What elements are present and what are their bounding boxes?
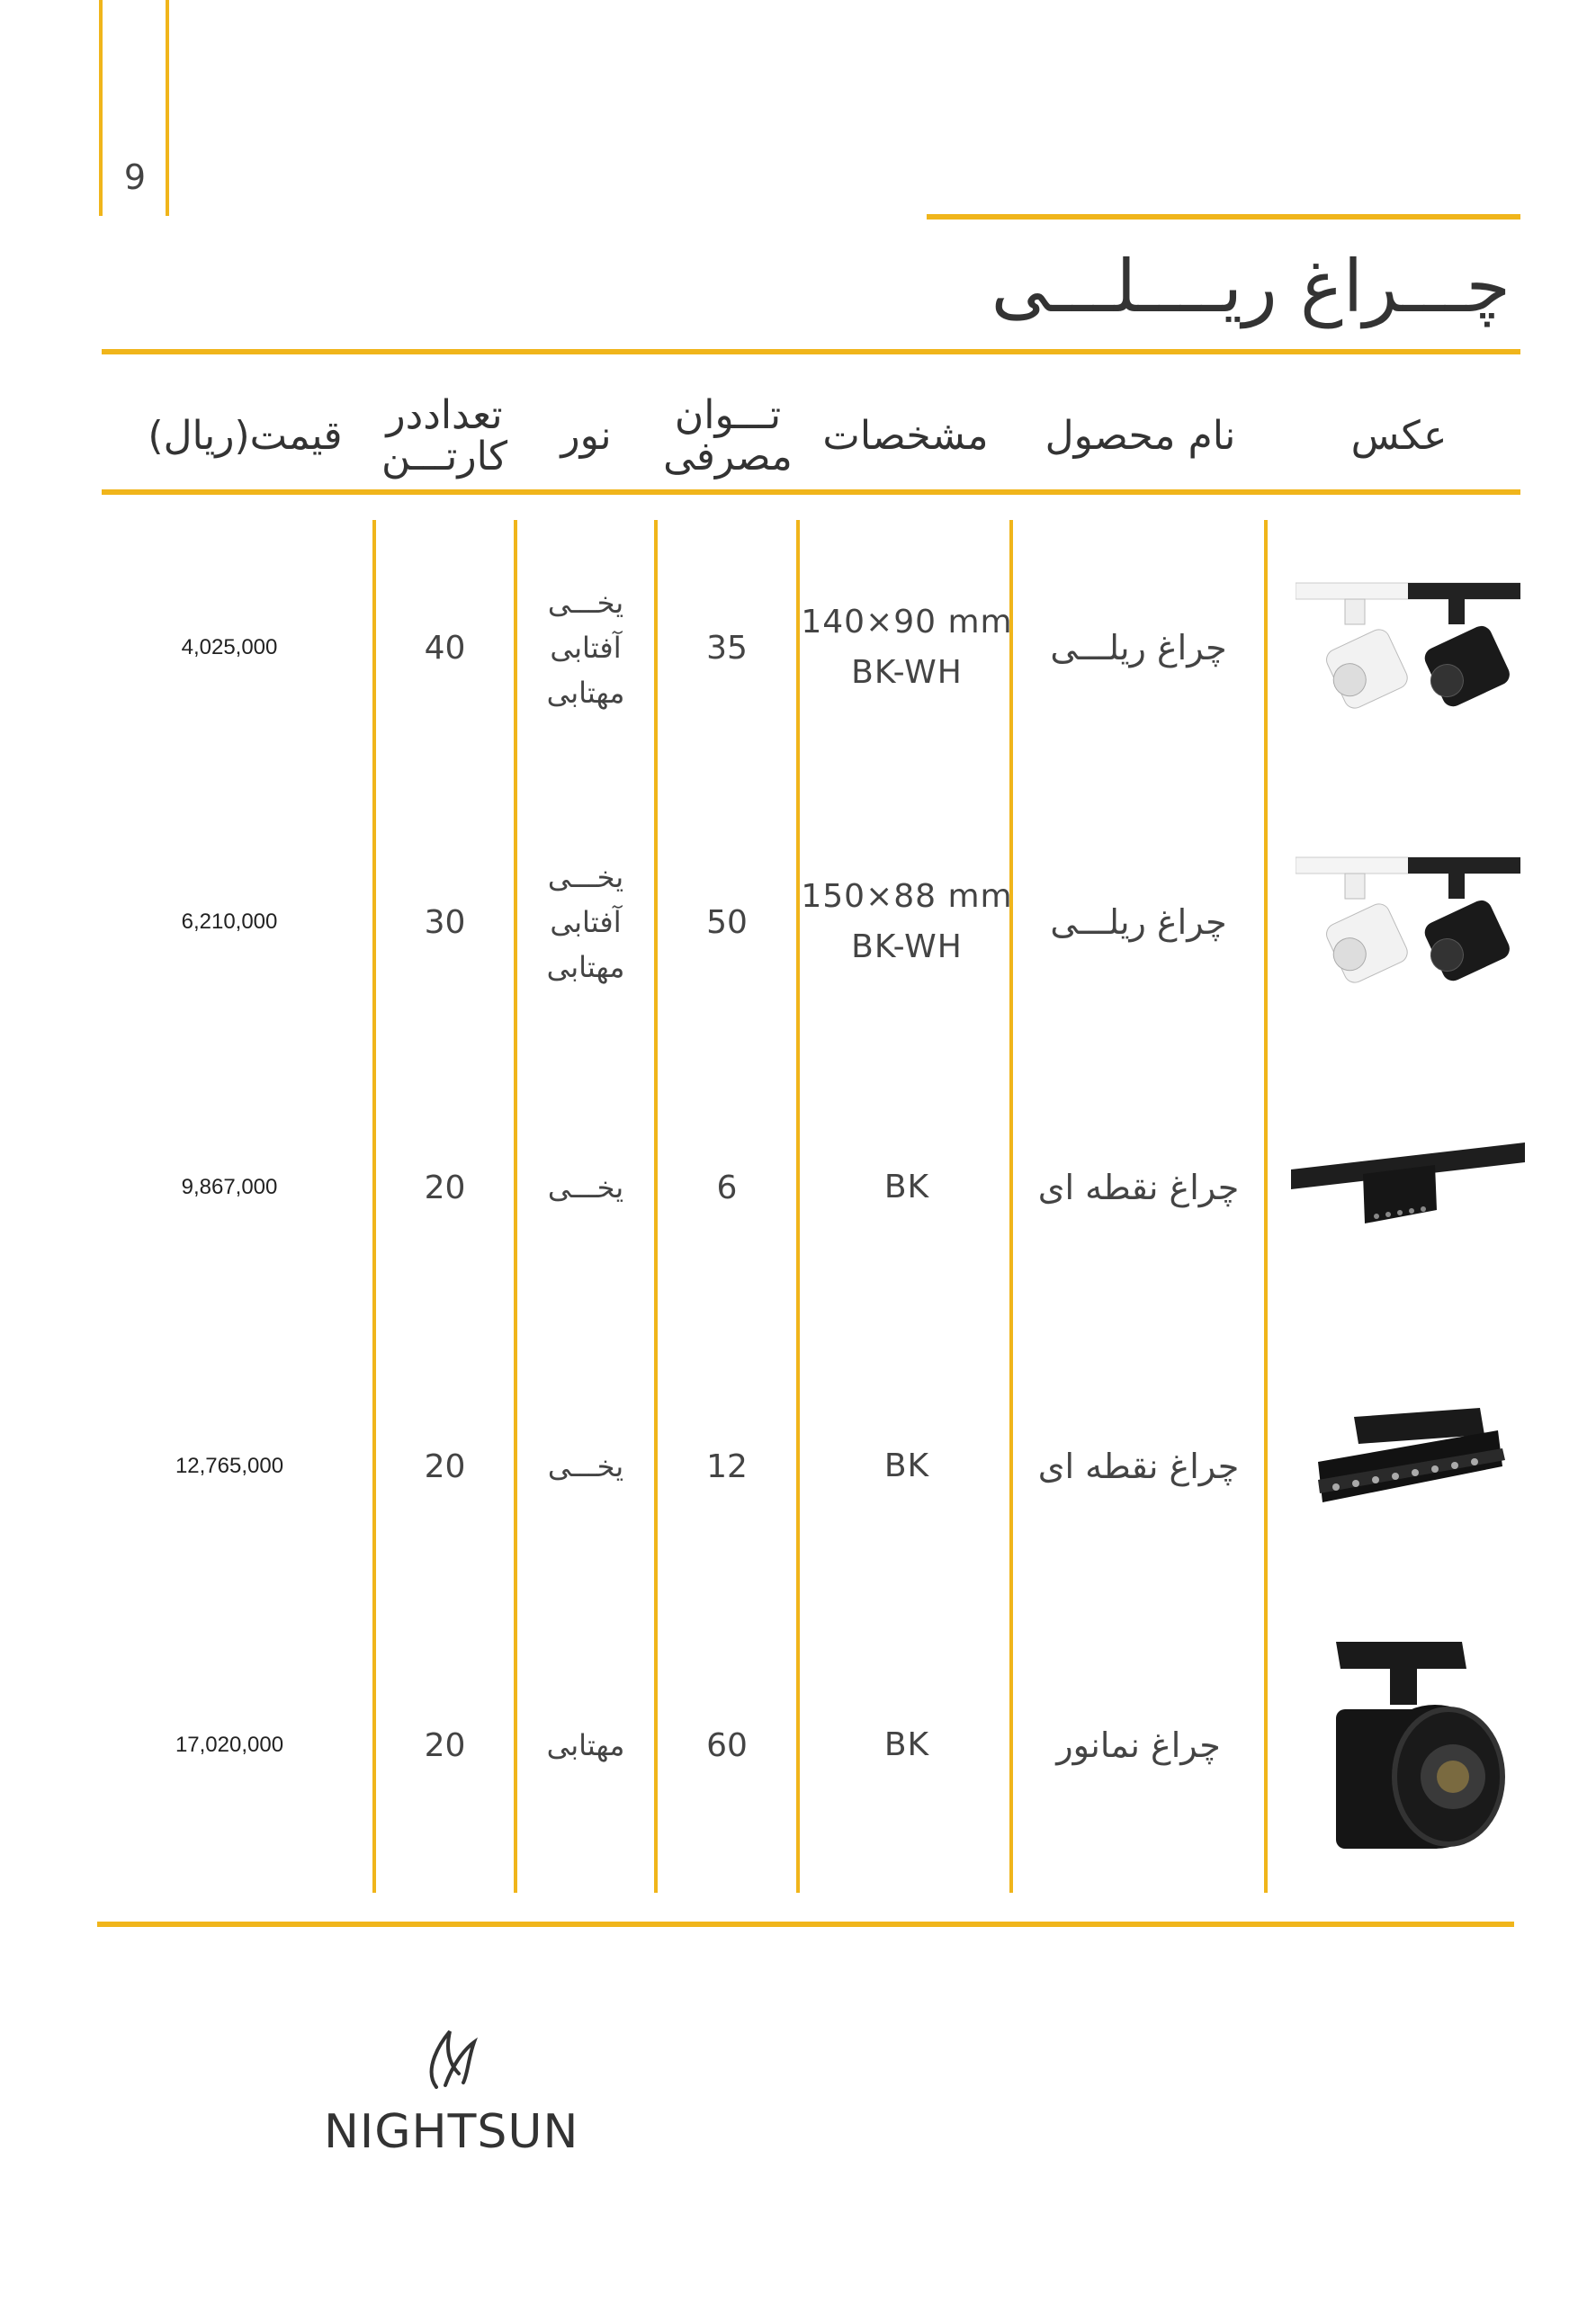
nightsun-logo-icon <box>418 2024 481 2092</box>
product-spec: BK <box>883 1447 930 1484</box>
product-qty: 40 <box>424 629 466 667</box>
track-cob-spotlight-icon <box>1300 1633 1516 1858</box>
page-number: 9 <box>123 157 147 197</box>
product-price: 9,867,000 <box>181 1175 278 1199</box>
track-linear-spot-long-icon <box>1300 1390 1516 1534</box>
product-light: یخـــی <box>547 1170 624 1205</box>
product-spec: BK <box>883 1726 930 1763</box>
product-qty: 20 <box>424 1447 466 1485</box>
product-qty: 30 <box>424 903 466 941</box>
header-spec: مشخصات <box>822 413 989 459</box>
product-name: چراغ ریلـــی <box>1050 902 1227 942</box>
left-rule-outer <box>99 0 103 216</box>
product-name: چراغ ریلـــی <box>1050 628 1227 668</box>
product-light: مهتابی <box>546 1728 625 1762</box>
track-spotlight-pair-icon <box>1296 841 1520 985</box>
product-name: چراغ نقطه ای <box>1037 1168 1240 1207</box>
column-divider <box>1264 520 1268 1893</box>
product-power: 50 <box>706 903 748 941</box>
product-light: یخـــی <box>547 1449 624 1483</box>
header-qty: تعداددر کارتـــن <box>381 392 508 479</box>
product-photo <box>1296 1628 1520 1862</box>
track-spotlight-pair-icon <box>1296 567 1520 711</box>
header-name: نام محصول <box>1045 413 1236 459</box>
product-price: 12,765,000 <box>175 1454 284 1478</box>
product-spec: 140×90 mm BK-WH <box>801 604 1013 691</box>
table-bottom-rule <box>97 1922 1514 1927</box>
product-photo <box>1287 832 1529 994</box>
page-title: چـــراغ ریــــلـــی <box>991 245 1511 328</box>
brand-name: NIGHTSUN <box>324 2105 579 2159</box>
product-power: 60 <box>706 1726 748 1764</box>
header-photo: عکس <box>1350 413 1448 459</box>
title-rule <box>927 214 1520 220</box>
product-qty: 20 <box>424 1726 466 1764</box>
product-price: 6,210,000 <box>181 910 278 934</box>
product-photo <box>1296 1385 1520 1538</box>
header-power: تـــوان مصرفی <box>663 392 793 479</box>
product-light: یخـــی آفتابی مهتابی <box>546 860 625 984</box>
track-linear-spot-icon <box>1291 1125 1525 1250</box>
product-power: 12 <box>706 1447 748 1485</box>
product-price: 17,020,000 <box>175 1733 284 1757</box>
header-bottom-rule <box>102 489 1520 495</box>
product-spec: 150×88 mm BK-WH <box>801 878 1013 965</box>
left-rule-inner <box>166 0 169 216</box>
product-price: 4,025,000 <box>181 635 278 659</box>
product-spec: BK <box>883 1169 930 1205</box>
product-photo <box>1287 1116 1529 1259</box>
header-light: نور <box>560 413 612 459</box>
header-price: قیمت(ریال) <box>148 413 343 459</box>
product-power: 6 <box>716 1169 738 1206</box>
product-name: چراغ نمانور <box>1056 1725 1221 1765</box>
product-photo <box>1287 558 1529 720</box>
product-light: یخـــی آفتابی مهتابی <box>546 586 625 710</box>
product-qty: 20 <box>424 1169 466 1206</box>
header-top-rule <box>102 349 1520 354</box>
product-name: چراغ نقطه ای <box>1037 1447 1240 1486</box>
product-power: 35 <box>706 629 748 667</box>
